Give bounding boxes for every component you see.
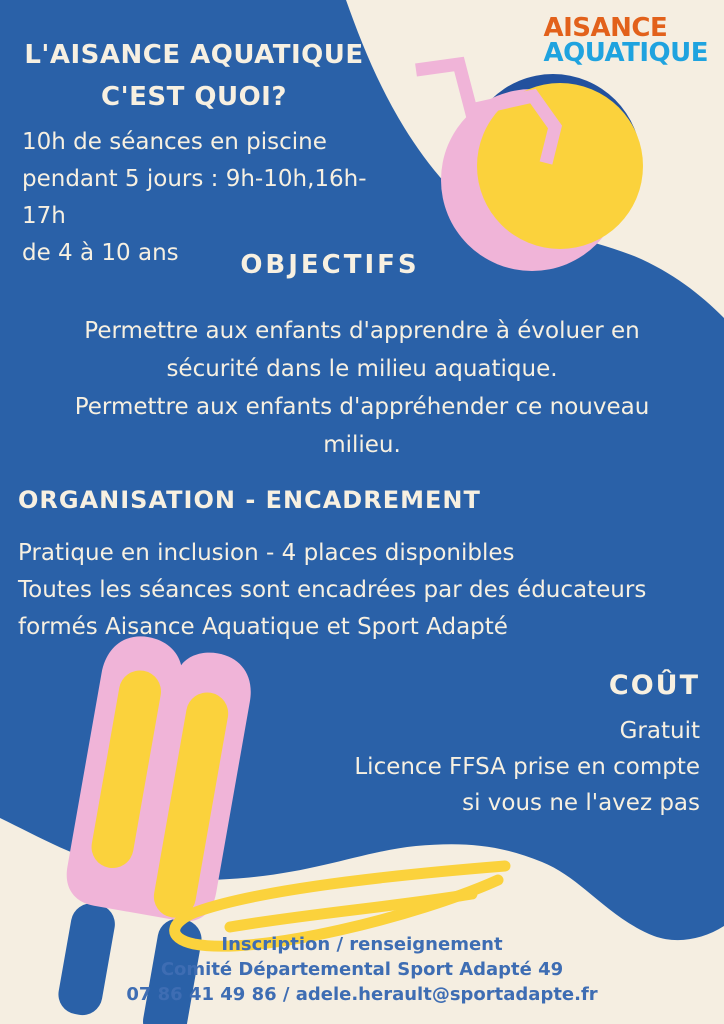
objectifs-line: sécurité dans le milieu aquatique. — [166, 356, 558, 382]
intro-section — [16, 34, 372, 272]
contact-inscription-line: Inscription / renseignement — [221, 934, 503, 955]
organisation-section — [18, 486, 718, 646]
organisation-heading: ORGANISATION - ENCADREMENT — [18, 486, 481, 514]
logo — [543, 13, 708, 68]
organisation-line: Toutes les séances sont encadrées par des éducateurs — [18, 577, 647, 603]
objectifs-section — [20, 312, 704, 464]
intro-title-line2: C'EST QUOI? — [101, 82, 287, 112]
cout-body — [200, 713, 700, 821]
contact-section — [0, 932, 724, 1007]
organisation-line: Pratique en inclusion - 4 places disponibles — [18, 540, 515, 566]
cout-section — [200, 670, 700, 821]
cout-line: si vous ne l'avez pas — [462, 790, 700, 816]
logo-line-aisance: AISANCE — [543, 13, 668, 43]
intro-line: de 4 à 10 ans — [22, 240, 179, 266]
intro-title-line1: L'AISANCE AQUATIQUE — [24, 40, 364, 70]
intro-title — [16, 34, 372, 118]
cout-line: Licence FFSA prise en compte — [354, 754, 700, 780]
organisation-line: formés Aisance Aquatique et Sport Adapté — [18, 614, 508, 640]
cout-line: Gratuit — [619, 718, 700, 744]
organisation-body — [18, 535, 718, 646]
objectifs-line: Permettre aux enfants d'apprendre à évoluer en — [84, 318, 640, 344]
contact-committee-line: Comité Départemental Sport Adapté 49 — [160, 959, 564, 980]
objectifs-heading: OBJECTIFS — [240, 250, 420, 280]
objectifs-line: Permettre aux enfants d'appréhender ce nouveau — [74, 394, 650, 420]
intro-line: pendant 5 jours : 9h-10h,16h-17h — [22, 166, 367, 229]
logo-line-aquatique: AQUATIQUE — [543, 38, 708, 68]
cout-heading: COÛT — [608, 670, 700, 701]
contact-phone-email-line: 07 86 41 49 86 / adele.herault@sportadapte.fr — [126, 984, 598, 1005]
intro-line: 10h de séances en piscine — [22, 129, 327, 155]
objectifs-line: milieu. — [323, 432, 401, 458]
